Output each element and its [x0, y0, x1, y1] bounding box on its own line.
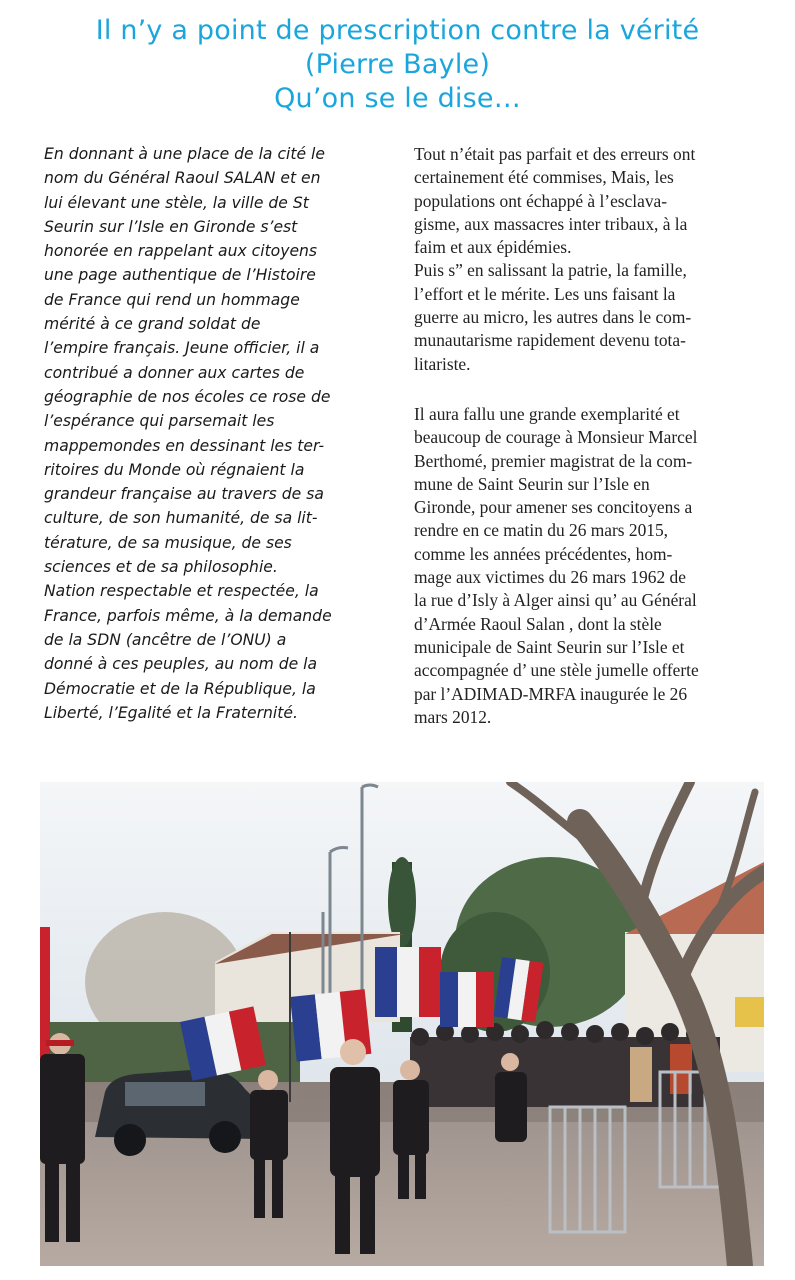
- text-line: la rue d’Isly à Alger ainsi qu’ au Général: [414, 590, 697, 611]
- text-line: Seurin sur l’Isle en Gironde s’est: [44, 217, 298, 236]
- text-line: d’Armée Raoul Salan , dont la stèle: [414, 613, 662, 634]
- text-line: munautarisme rapidement devenu tota-: [414, 330, 686, 351]
- text-line: nom du Général Raoul SALAN et en: [44, 169, 321, 188]
- text-line: l’effort et le mérite. Les uns faisant la: [414, 283, 676, 304]
- ceremony-photo-drawing: [40, 782, 764, 1266]
- text-line: municipale de Saint Seurin sur l’Isle et: [414, 636, 685, 657]
- paragraph-gap: [414, 376, 774, 403]
- text-line: Il aura fallu une grande exemplarité et: [414, 403, 680, 424]
- text-line: contribué a donner aux cartes de: [44, 363, 305, 382]
- text-line: l’empire français. Jeune officier, il a: [44, 339, 320, 358]
- text-line: mérité à ce grand soldat de: [44, 315, 261, 334]
- text-line: mage aux victimes du 26 mars 1962 de: [414, 567, 686, 588]
- text-line: rendre en ce matin du 26 mars 2015,: [414, 520, 669, 541]
- text-line: sciences et de sa philosophie.: [44, 558, 278, 577]
- page-title: [0, 14, 795, 116]
- text-line: culture, de son humanité, de sa lit-: [44, 509, 318, 528]
- text-line: Démocratie et de la République, la: [44, 679, 316, 698]
- text-line: faim et aux épidémies.: [414, 237, 572, 258]
- text-line: Berthomé, premier magistrat de la com-: [414, 450, 693, 471]
- text-line: térature, de sa musique, de ses: [44, 533, 292, 552]
- text-line: ritoires du Monde où régnaient la: [44, 460, 305, 479]
- text-line: de France qui rend un hommage: [44, 290, 300, 309]
- text-line: En donnant à une place de la cité le: [44, 145, 325, 163]
- text-line: grandeur française au travers de sa: [44, 485, 324, 504]
- text-line: honorée en rappelant aux citoyens: [44, 242, 318, 261]
- text-line: mars 2012.: [414, 706, 492, 727]
- text-line: mune de Saint Seurin sur l’Isle en: [414, 473, 650, 494]
- text-line: de la SDN (ancêtre de l’ONU) a: [44, 630, 287, 649]
- text-line: Liberté, l’Egalité et la Fraternité.: [44, 703, 298, 722]
- title-line-1: Il n’y a point de prescription contre la vérité: [95, 15, 700, 46]
- text-line: accompagnée d’ une stèle jumelle offerte: [414, 660, 699, 681]
- ceremony-photo: [40, 782, 764, 1266]
- text-line: une page authentique de l’Histoire: [44, 266, 316, 285]
- text-line: comme les années précédentes, hom-: [414, 543, 673, 564]
- text-line: géographie de nos écoles ce rose de: [44, 387, 331, 406]
- text-line: populations ont échappé à l’esclava-: [414, 190, 668, 211]
- text-line: par l’ADIMAD-MRFA inaugurée le 26: [414, 683, 688, 704]
- text-line: litariste.: [414, 353, 471, 374]
- text-line: donné à ces peuples, au nom de la: [44, 655, 318, 674]
- title-line-2: (Pierre Bayle): [304, 49, 491, 80]
- text-line: Gironde, pour amener ses concitoyens a: [414, 497, 693, 518]
- text-line: Tout n’était pas parfait et des erreurs ont: [414, 144, 696, 164]
- paragraph-1: [414, 143, 774, 376]
- text-line: Puis s” en salissant la patrie, la famille,: [414, 260, 687, 281]
- text-line: l’espérance qui parsemait les: [44, 412, 275, 431]
- right-column-text: [414, 143, 774, 729]
- text-line: certainement été commises, Mais, les: [414, 167, 674, 188]
- text-line: beaucoup de courage à Monsieur Marcel: [414, 427, 698, 448]
- text-line: gisme, aux massacres inter tribaux, à la: [414, 213, 688, 234]
- left-column-text: [44, 142, 394, 725]
- text-line: guerre au micro, les autres dans le com-: [414, 307, 692, 328]
- text-line: mappemondes en dessinant les ter-: [44, 436, 325, 455]
- text-line: lui élevant une stèle, la ville de St: [44, 193, 309, 212]
- text-line: Nation respectable et respectée, la: [44, 582, 319, 601]
- title-line-3: Qu’on se le dise…: [274, 83, 521, 114]
- text-line: France, parfois même, à la demande: [44, 606, 332, 625]
- paragraph-2: [414, 403, 774, 729]
